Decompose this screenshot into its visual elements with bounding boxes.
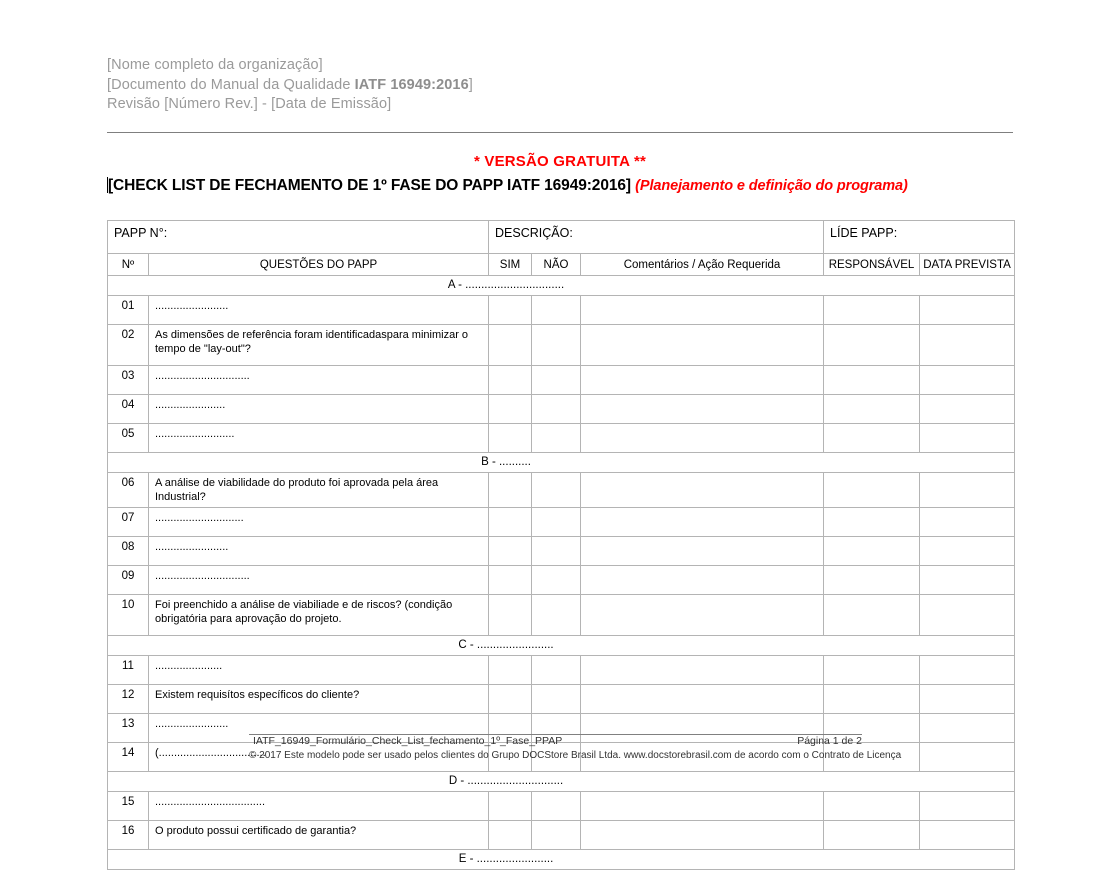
document-header [107,56,1013,115]
row-nao-cell[interactable] [532,821,581,850]
row-comments-cell[interactable] [581,566,824,595]
row-sim-cell[interactable] [489,566,532,595]
row-number: 07 [108,508,149,537]
row-nao-cell[interactable] [532,566,581,595]
row-responsavel-cell[interactable] [824,366,920,395]
row-sim-cell[interactable] [489,595,532,636]
row-sim-cell[interactable] [489,656,532,685]
table-column-header-row [108,254,1015,276]
row-sim-cell[interactable] [489,325,532,366]
row-comments-cell[interactable] [581,821,824,850]
row-number: 13 [108,714,149,743]
row-data-prevista-cell[interactable] [920,656,1015,685]
row-question-text: ........................ [149,714,489,743]
section-divider-row [108,850,1015,870]
quality-manual-suffix: ] [468,76,473,93]
row-sim-cell[interactable] [489,424,532,453]
row-sim-cell[interactable] [489,508,532,537]
descricao-cell[interactable]: DESCRIÇÃO: [489,221,824,254]
row-question-text: ............................... [149,566,489,595]
row-data-prevista-cell[interactable] [920,685,1015,714]
row-question-text: ........................ [149,296,489,325]
row-question-text: ............................. [149,508,489,537]
row-data-prevista-cell[interactable] [920,424,1015,453]
row-number: 01 [108,296,149,325]
page-subtitle: (Planejamento e definição do programa) [635,178,908,194]
row-responsavel-cell[interactable] [824,595,920,636]
row-nao-cell[interactable] [532,595,581,636]
row-nao-cell[interactable] [532,792,581,821]
header-divider-rule [107,132,1013,133]
col-header-responsavel: RESPONSÁVEL [824,254,920,276]
row-question-text: ........................ [149,537,489,566]
row-nao-cell[interactable] [532,395,581,424]
col-header-sim: SIM [489,254,532,276]
row-data-prevista-cell[interactable] [920,821,1015,850]
table-row [108,792,1015,821]
row-responsavel-cell[interactable] [824,296,920,325]
row-data-prevista-cell[interactable] [920,537,1015,566]
row-number: 06 [108,473,149,508]
section-divider-row [108,772,1015,792]
section-label: E - ........................ [458,853,554,865]
row-data-prevista-cell[interactable] [920,473,1015,508]
row-comments-cell[interactable] [581,395,824,424]
row-sim-cell[interactable] [489,792,532,821]
row-sim-cell[interactable] [489,685,532,714]
table-row [108,537,1015,566]
row-question-text: .................................... [149,792,489,821]
row-sim-cell[interactable] [489,366,532,395]
row-nao-cell[interactable] [532,296,581,325]
row-nao-cell[interactable] [532,537,581,566]
row-comments-cell[interactable] [581,366,824,395]
row-data-prevista-cell[interactable] [920,566,1015,595]
row-sim-cell[interactable] [489,395,532,424]
table-row [108,508,1015,537]
section-divider-cell [108,636,1015,656]
row-responsavel-cell[interactable] [824,566,920,595]
row-responsavel-cell[interactable] [824,325,920,366]
quality-manual-prefix: [Documento do Manual da Qualidade [107,76,355,93]
section-divider-row [108,636,1015,656]
lide-papp-cell[interactable]: LÍDE PAPP: [824,221,1015,254]
row-sim-cell[interactable] [489,821,532,850]
row-responsavel-cell[interactable] [824,537,920,566]
quality-manual-line [107,76,1013,96]
row-comments-cell[interactable] [581,508,824,537]
table-row [108,821,1015,850]
col-header-nao: NÃO [532,254,581,276]
row-responsavel-cell[interactable] [824,656,920,685]
row-question-text: ....................... [149,395,489,424]
row-comments-cell[interactable] [581,537,824,566]
row-responsavel-cell[interactable] [824,508,920,537]
row-number: 15 [108,792,149,821]
section-divider-row [108,276,1015,296]
col-header-data-prevista: DATA PREVISTA [920,254,1015,276]
row-question-text: As dimensões de referência foram identificadaspara minimizar o tempo de "lay-out"? [149,325,489,366]
row-nao-cell[interactable] [532,656,581,685]
row-number: 03 [108,366,149,395]
row-number: 08 [108,537,149,566]
section-label: B - .......... [481,456,531,468]
row-responsavel-cell[interactable] [824,685,920,714]
row-question-text: ...................... [149,656,489,685]
footer-page-number: Página 1 de 2 [797,735,862,747]
row-comments-cell[interactable] [581,473,824,508]
table-row [108,424,1015,453]
row-comments-cell[interactable] [581,424,824,453]
row-number: 05 [108,424,149,453]
document-footer [249,735,902,761]
checklist-table [107,220,1015,870]
section-divider-cell [108,850,1015,870]
row-nao-cell[interactable] [532,325,581,366]
row-responsavel-cell[interactable] [824,473,920,508]
row-number: 16 [108,821,149,850]
row-question-text: ............................... [149,366,489,395]
row-number: 11 [108,656,149,685]
free-version-banner: * VERSÃO GRATUITA ** [473,153,647,170]
row-responsavel-cell[interactable] [824,792,920,821]
row-comments-cell[interactable] [581,656,824,685]
table-info-row [108,221,1015,254]
papp-number-cell[interactable]: PAPP N°: [108,221,489,254]
footer-document-id: IATF_16949_Formulário_Check_List_fechamento_1º_Fase_PPAP [253,735,563,747]
page-title-text: [CHECK LIST DE FECHAMENTO DE 1º FASE DO PAPP IATF 16949:2016] [108,177,631,194]
row-number: 09 [108,566,149,595]
row-question-text: Foi preenchido a análise de viabiliade e de riscos? (condição obrigatória para aprovação do projeto. [149,595,489,636]
row-data-prevista-cell[interactable] [920,395,1015,424]
section-divider-cell [108,453,1015,473]
row-nao-cell[interactable] [532,473,581,508]
footer-copyright: © 2017 Este modelo pode ser usado pelos clientes do Grupo DOCStore Brasil Ltda. www.docstorebrasil.com de acordo com o Contrato de Licença [249,750,902,761]
row-nao-cell[interactable] [532,685,581,714]
section-divider-cell [108,772,1015,792]
row-nao-cell[interactable] [532,424,581,453]
row-question-text: A análise de viabilidade do produto foi aprovada pela área Industrial? [149,473,489,508]
table-row [108,656,1015,685]
row-comments-cell[interactable] [581,296,824,325]
row-data-prevista-cell[interactable] [920,508,1015,537]
row-sim-cell[interactable] [489,537,532,566]
row-responsavel-cell[interactable] [824,395,920,424]
row-nao-cell[interactable] [532,366,581,395]
section-label: D - .............................. [448,775,564,787]
table-row [108,473,1015,508]
footer-top-line [249,735,862,748]
row-data-prevista-cell[interactable] [920,595,1015,636]
row-sim-cell[interactable] [489,473,532,508]
row-nao-cell[interactable] [532,508,581,537]
row-sim-cell[interactable] [489,296,532,325]
col-header-num: Nº [108,254,149,276]
row-comments-cell[interactable] [581,685,824,714]
row-question-text: (................................... [149,743,489,772]
page-title [107,177,1037,195]
section-label: C - ........................ [458,639,554,651]
row-number: 04 [108,395,149,424]
iatf-standard-label: IATF 16949:2016 [354,76,469,93]
row-number: 14 [108,743,149,772]
table-row [108,296,1015,325]
row-data-prevista-cell[interactable] [920,296,1015,325]
section-divider-row [108,453,1015,473]
table-row [108,595,1015,636]
table-row [108,395,1015,424]
revision-line: Revisão [Número Rev.] - [Data de Emissão] [107,96,392,112]
section-divider-cell [108,276,1015,296]
row-question-text: .......................... [149,424,489,453]
section-label: A - ............................... [447,279,565,291]
row-question-text: O produto possui certificado de garantia? [149,821,489,850]
row-question-text: Existem requisítos específicos do cliente? [149,685,489,714]
row-data-prevista-cell[interactable] [920,743,1015,772]
row-number: 02 [108,325,149,366]
organization-name-line: [Nome completo da organização] [107,57,323,73]
row-responsavel-cell[interactable] [824,424,920,453]
row-data-prevista-cell[interactable] [920,792,1015,821]
checklist-table-body [108,221,1015,870]
table-row [108,685,1015,714]
row-data-prevista-cell[interactable] [920,366,1015,395]
row-responsavel-cell[interactable] [824,821,920,850]
col-header-comments: Comentários / Ação Requerida [581,254,824,276]
table-row [108,566,1015,595]
table-row [108,325,1015,366]
row-number: 12 [108,685,149,714]
row-comments-cell[interactable] [581,325,824,366]
row-comments-cell[interactable] [581,792,824,821]
row-number: 10 [108,595,149,636]
col-header-questions: QUESTÕES DO PAPP [149,254,489,276]
table-row [108,366,1015,395]
row-data-prevista-cell[interactable] [920,714,1015,743]
row-data-prevista-cell[interactable] [920,325,1015,366]
row-comments-cell[interactable] [581,595,824,636]
